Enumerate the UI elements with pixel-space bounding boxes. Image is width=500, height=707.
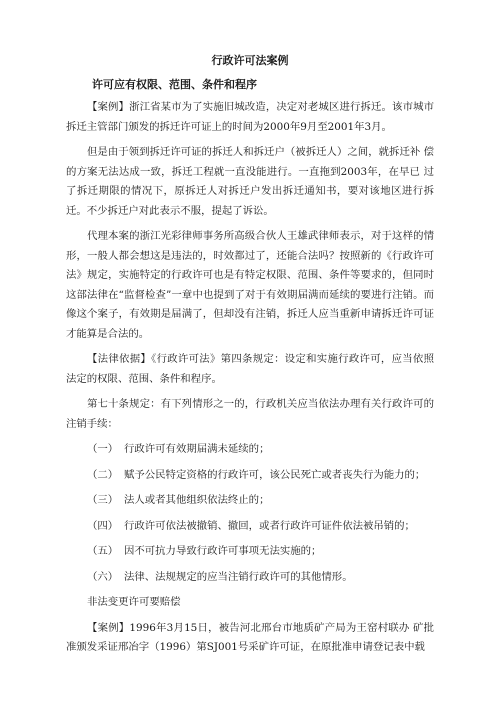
paragraph-case-1: 【案例】浙江省某市为了实施旧城改造，决定对老城区进行拆迁。该市城市拆迁主管部门颁发的拆迁许可证上的时间为2000年9月至2001年3月。	[66, 101, 434, 133]
list-item	[66, 466, 434, 486]
list-item	[66, 491, 434, 511]
paragraph-case-1-detail: 但是由于领到拆迁许可证的拆迁人和拆迁户（被拆迁人）之间，就拆迁补 偿的方案无法达成一致，拆迁工程就一直没能进行。一直拖到2003年，在早已 过了拆迁期限的情况下，原拆迁人对拆迁户发出拆迁通知书，要对该地区进行拆 迁。不少拆迁户对此表示不服，提起了诉讼。	[66, 146, 434, 217]
list-item-text: 行政许可有效期届满未延续的；	[124, 443, 270, 455]
list-item	[66, 568, 434, 588]
list-item-number: （六）	[87, 570, 119, 583]
document-title: 行政许可法案例	[211, 54, 289, 67]
list-item-text: 赋予公民特定资格的行政许可，该公民死亡或者丧失行为能力的；	[124, 468, 426, 481]
paragraph-lawyer-opinion: 代理本案的浙江光彩律师事务所高级合伙人王雄武律师表示，对于这样的情形，一般人都会想这是违法的，时效都过了，还能合法吗？按照新的《行政许可法》规定，实施特定的行政许可也是有特定权限、范围、条件等要求的，但同时这部法律在“监督检查”一章中也提到了对于有效期届满而延续的要进行注销。而像这个案子，有效期是届满了，但却没有注销，拆迁人应当重新申请拆迁许可证才能算是合法的。	[66, 230, 434, 340]
paragraph-article-70: 第七十条规定：有下列情形之一的，行政机关应当依法办理有关行政许可的注销手续：	[66, 398, 434, 430]
list-item	[66, 542, 434, 562]
list-item-text: 法人或者其他组织依法终止的；	[124, 494, 270, 506]
list-item-text: 因不可抗力导致行政许可事项无法实施的；	[124, 545, 322, 557]
paragraph-legal-basis: 【法律依据】《行政许可法》第四条规定：设定和实施行政许可，应当依照法定的权限、范围、条件和程序。	[66, 353, 434, 385]
list-item-number: （二）	[87, 468, 119, 481]
section-heading-2: 非法变更许可要赔偿	[87, 596, 181, 608]
list-item-number: （三）	[87, 494, 119, 506]
list-item-number: （四）	[87, 519, 119, 532]
list-item-number: （五）	[87, 545, 119, 557]
list-item-text: 行政许可依法被撤销、撤回，或者行政许可证件依法被吊销的；	[124, 519, 415, 532]
list-item-text: 法律、法规规定的应当注销行政许可的其他情形。	[124, 570, 353, 583]
list-item	[66, 517, 434, 537]
paragraph-case-2: 【案例】1996年3月15日，被告河北邢台市地质矿产局为王窑村联办 矿批准颁发采证邢冶字（1996）第SJ001号采矿许可证，在原批准申请登记表中载	[66, 621, 434, 653]
list-item-number: （一）	[87, 443, 119, 455]
section-heading: 许可应有权限、范围、条件和程序	[92, 78, 257, 91]
list-item	[66, 440, 434, 460]
